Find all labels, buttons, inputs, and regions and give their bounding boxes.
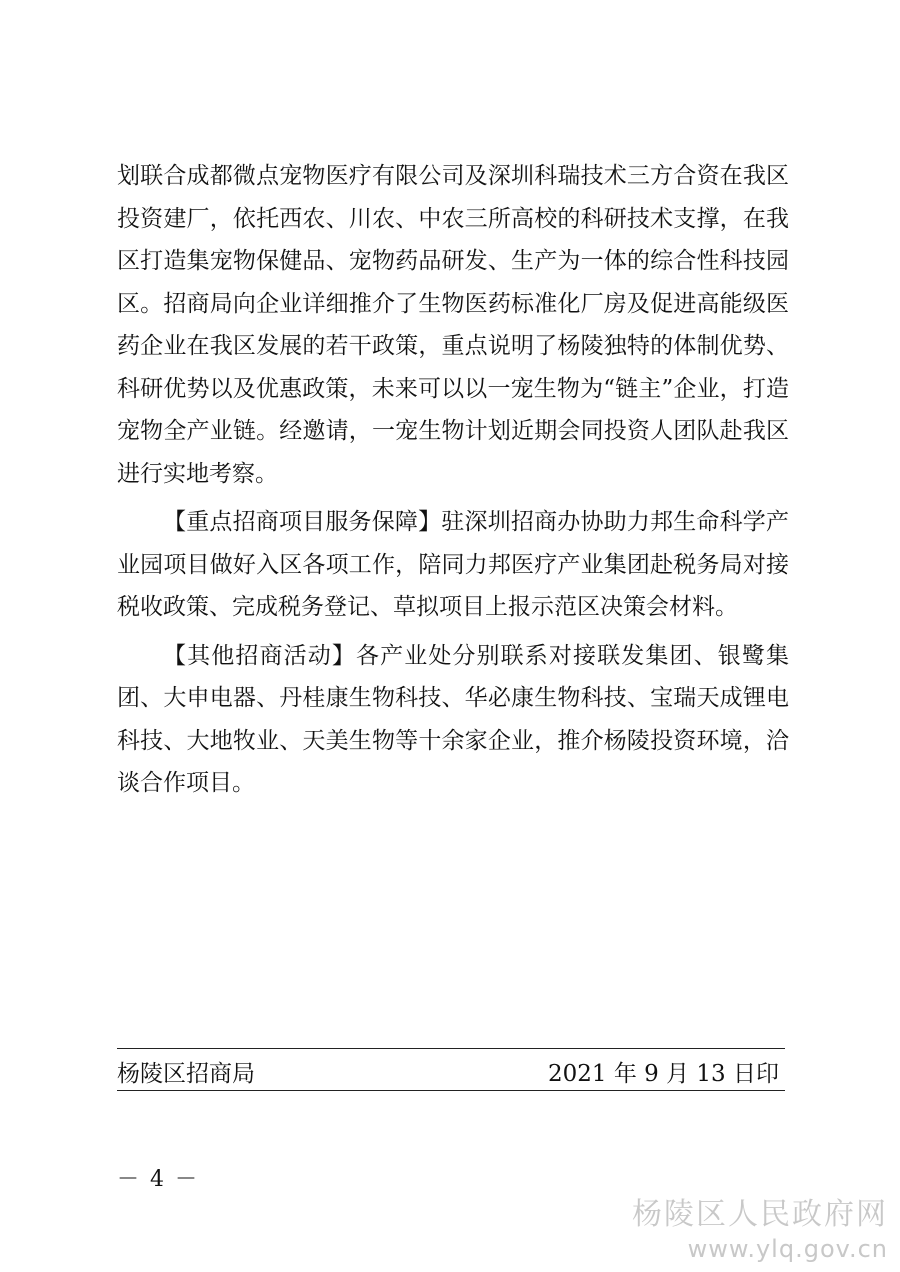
body-text	[117, 155, 789, 811]
footer-bottom-rule	[117, 1090, 785, 1091]
footer-imprint	[117, 1052, 785, 1090]
paragraph-service-guarantee: 【重点招商项目服务保障】驻深圳招商办协助力邦生命科学产业园项目做好入区各项工作，陪同力邦医疗产业集团赴税务局对接税收政策、完成税务登记、草拟项目上报示范区决策会材料。	[117, 509, 789, 620]
page-number: － 4 －	[117, 1167, 199, 1192]
footer-top-rule	[117, 1048, 785, 1049]
watermark-site-name: 杨陵区人民政府网	[632, 1197, 888, 1232]
site-watermark	[632, 1196, 888, 1264]
watermark-url: www.ylq.gov.cn	[687, 1235, 888, 1263]
paragraph-other-activities: 【其他招商活动】各产业处分别联系对接联发集团、银鹭集团、大申电器、丹桂康生物科技、华必康生物科技、宝瑞天成锂电科技、大地牧业、天美生物等十余家企业，推介杨陵投资环境，洽谈合作项目。	[117, 642, 789, 796]
issuer-name: 杨陵区招商局	[117, 1060, 255, 1087]
print-date: 2021 年 9 月 13 日印	[548, 1060, 779, 1087]
paragraph-continued: 划联合成都微点宠物医疗有限公司及深圳科瑞技术三方合资在我区投资建厂，依托西农、川农、中农三所高校的科研技术支撑，在我区打造集宠物保健品、宠物药品研发、生产为一体的综合性科技园区。招商局向企业详细推介了生物医药标准化厂房及促进高能级医药企业在我区发展的若干政策，重点说明了杨陵独特的体制优势、科研优势以及优惠政策，未来可以以一宠生物为“链主”企业，打造宠物全产业链。经邀请，一宠生物计划近期会同投资人团队赴我区进行实地考察。	[117, 163, 789, 487]
